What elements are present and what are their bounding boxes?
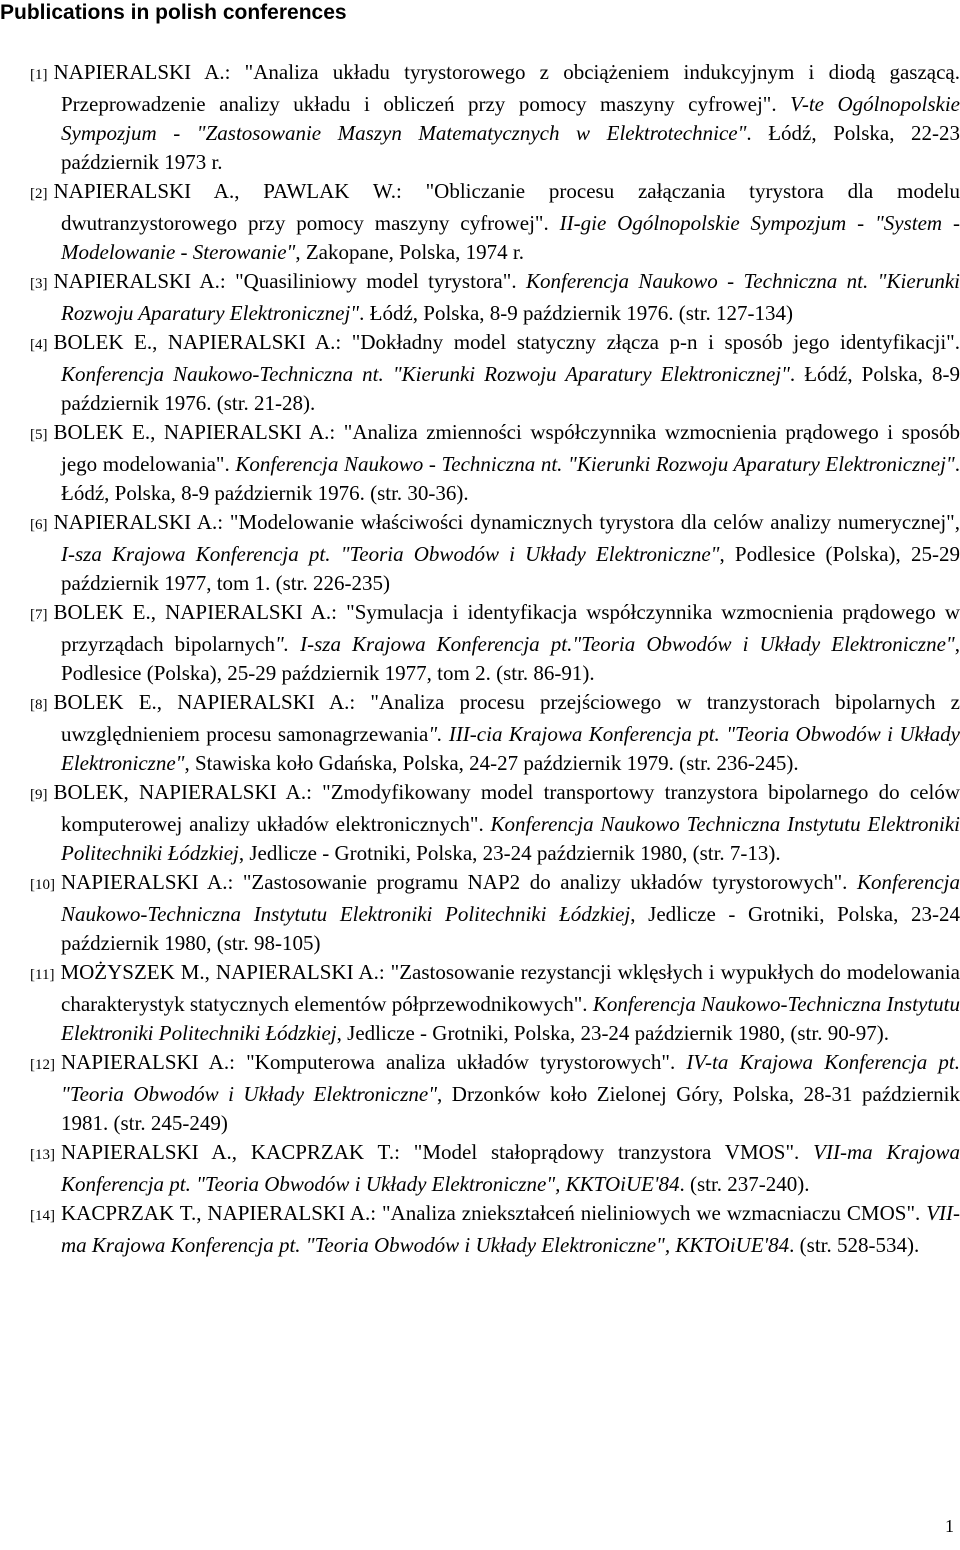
entry-text: NAPIERALSKI A., PAWLAK W.: "Obliczanie procesu załączania tyrystora dla modelu dwutranzystorowego przy pomocy maszyny cyfrowej". <box>53 179 960 235</box>
entry-number: [11] <box>30 967 55 983</box>
entry-number: [8] <box>30 697 48 713</box>
entry-number: [12] <box>30 1057 55 1073</box>
entry-text: , Stawiska koło Gdańska, Polska, 24-27 październik 1979. (str. 236-245). <box>184 751 799 775</box>
entry-text: NAPIERALSKI A.: "Quasiliniowy model tyrystora". <box>53 269 526 293</box>
publication-entry <box>30 177 960 267</box>
entry-text: , Drzonków koło Zielonej Góry, Polska, 28-31 październik 1981. (str. 245-249) <box>61 1082 960 1135</box>
publication-entry <box>30 328 960 418</box>
page-title: Publications in polish conferences <box>0 1 347 24</box>
entry-text: , Podlesice (Polska), 25-29 październik 1977, tom 1. (str. 226-235) <box>61 542 960 595</box>
publication-entry <box>30 267 960 328</box>
entry-number: [7] <box>30 607 48 623</box>
publication-entry <box>30 598 960 688</box>
entry-text: NAPIERALSKI A., KACPRZAK T.: "Model stałoprądowy tranzystora VMOS". <box>61 1140 814 1164</box>
entry-text: . Łódź, Polska, 8-9 październik 1976. (str. 127-134) <box>359 301 794 325</box>
entry-venue: ". I-sza Krajowa Konferencja pt."Teoria Obwodów i Układy Elektroniczne" <box>274 632 955 656</box>
entry-venue: II-gie Ogólnopolskie Sympozjum - "System - Modelowanie - Sterowanie" <box>61 211 960 264</box>
publication-entry <box>30 1048 960 1138</box>
entry-text: , Jedlicze - Grotniki, Polska, 23-24 październik 1980, (str. 7-13). <box>238 841 781 865</box>
entry-venue: Konferencja Naukowo - Techniczna nt. "Kierunki Rozwoju Aparatury Elektronicznej" <box>235 452 955 476</box>
entry-venue: VII-ma Krajowa Konferencja pt. "Teoria Obwodów i Układy Elektroniczne", KKTOiUE'84 <box>61 1201 960 1257</box>
entry-venue: Konferencja Naukowo-Techniczna nt. "Kierunki Rozwoju Aparatury Elektronicznej" <box>61 362 790 386</box>
entry-text: BOLEK E., NAPIERALSKI A.: "Dokładny model statyczny złącza p-n i sposób jego identyfikacji". <box>53 330 960 354</box>
entry-text: BOLEK, NAPIERALSKI A.: "Zmodyfikowany model transportowy tranzystora bipolarnego do celów komputerowej analizy układów elektronicznych". <box>53 780 960 836</box>
entry-venue: Konferencja Naukowo - Techniczna nt. "Kierunki Rozwoju Aparatury Elektronicznej" <box>61 269 960 325</box>
entry-number: [13] <box>30 1147 55 1163</box>
entry-number: [14] <box>30 1208 55 1224</box>
entry-number: [5] <box>30 427 48 443</box>
entry-text: NAPIERALSKI A.: "Analiza układu tyrystorowego z obciążeniem indukcyjnym i diodą gaszącą. Przeprowadzenie analizy układu i obliczeń przy pomocy maszyny cyfrowej". <box>53 60 960 116</box>
entry-number: [9] <box>30 787 48 803</box>
publication-entry <box>30 868 960 958</box>
entry-venue: Konferencja Naukowo Techniczna Instytutu Elektroniki Politechniki Łódzkiej <box>61 812 960 865</box>
entry-venue: V-te Ogólnopolskie Sympozjum - "Zastosowanie Maszyn Matematycznych w Elektrotechnice" <box>61 92 960 145</box>
entry-text: NAPIERALSKI A.: "Zastosowanie programu NAP2 do analizy układów tyrystorowych". <box>61 870 857 894</box>
publication-entry <box>30 958 960 1048</box>
entry-text: BOLEK E., NAPIERALSKI A.: "Symulacja i identyfikacja współczynnika wzmocnienia prądowego w przyrządach bipolarnych <box>53 600 960 656</box>
publication-entry <box>30 1138 960 1199</box>
entry-text: , Podlesice (Polska), 25-29 październik 1977, tom 2. (str. 86-91). <box>61 632 960 685</box>
entry-text: . (str. 237-240). <box>679 1172 810 1196</box>
entry-text: KACPRZAK T., NAPIERALSKI A.: "Analiza zniekształceń nieliniowych we wzmacniaczu CMOS". <box>61 1201 927 1225</box>
entry-number: [6] <box>30 517 48 533</box>
entry-number: [4] <box>30 337 48 353</box>
entry-number: [10] <box>30 877 55 893</box>
entry-text: , Jedlicze - Grotniki, Polska, 23-24 październik 1980, (str. 98-105) <box>61 902 960 955</box>
page-number: 1 <box>945 1516 954 1536</box>
entry-number: [2] <box>30 186 48 202</box>
entry-venue: IV-ta Krajowa Konferencja pt. "Teoria Obwodów i Układy Elektroniczne" <box>61 1050 960 1106</box>
publication-entry <box>30 58 960 177</box>
entry-text: MOŻYSZEK M., NAPIERALSKI A.: "Zastosowanie rezystancji wklęsłych i wypukłych do modelowania charakterystyk statycznych elementów półprzewodnikowych". <box>60 960 960 1016</box>
entry-venue: Konferencja Naukowo-Techniczna Instytutu Elektroniki Politechniki Łódzkiej <box>61 992 960 1045</box>
publication-entry <box>30 778 960 868</box>
entry-text: NAPIERALSKI A.: "Modelowanie właściwości dynamicznych tyrystora dla celów analizy numerycznej", <box>53 510 960 534</box>
entry-text: . Łódź, Polska, 8-9 październik 1976. (str. 30-36). <box>61 452 960 505</box>
entry-text: BOLEK E., NAPIERALSKI A.: "Analiza zmienności współczynnika wzmocnienia prądowego i sposób jego modelowania". <box>53 420 960 476</box>
publication-entry <box>30 418 960 508</box>
entry-venue: I-sza Krajowa Konferencja pt. "Teoria Obwodów i Układy Elektroniczne" <box>61 542 720 566</box>
entry-number: [3] <box>30 276 48 292</box>
entry-text: . Łódź, Polska, 8-9 październik 1976. (str. 21-28). <box>61 362 960 415</box>
entry-text: . Łódź, Polska, 22-23 październik 1973 r. <box>61 121 960 174</box>
entry-number: [1] <box>30 67 48 83</box>
entry-venue: Konferencja Naukowo-Techniczna Instytutu Elektroniki Politechniki Łódzkiej <box>61 870 960 926</box>
entry-text: , Jedlicze - Grotniki, Polska, 23-24 październik 1980, (str. 90-97). <box>336 1021 889 1045</box>
publication-entry <box>30 1199 960 1260</box>
publication-list <box>30 58 960 1260</box>
entry-venue: VII-ma Krajowa Konferencja pt. "Teoria Obwodów i Układy Elektroniczne", KKTOiUE'84 <box>61 1140 960 1196</box>
entry-text: . (str. 528-534). <box>789 1233 920 1257</box>
entry-text: NAPIERALSKI A.: "Komputerowa analiza układów tyrystorowych". <box>61 1050 687 1074</box>
entry-venue: ". III-cia Krajowa Konferencja pt. "Teoria Obwodów i Układy Elektroniczne" <box>61 722 960 775</box>
publication-entry <box>30 508 960 598</box>
entry-text: , Zakopane, Polska, 1974 r. <box>295 240 524 264</box>
publication-entry <box>30 688 960 778</box>
entry-text: BOLEK E., NAPIERALSKI A.: "Analiza procesu przejściowego w tranzystorach bipolarnych z uwzględnieniem procesu samonagrzewania <box>53 690 960 746</box>
